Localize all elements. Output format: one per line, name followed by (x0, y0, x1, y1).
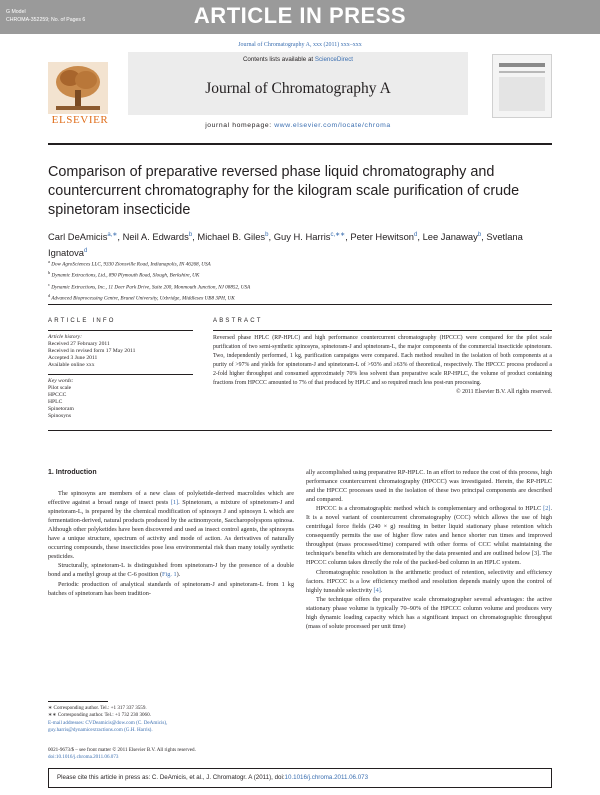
issn-doi-block (48, 747, 294, 762)
journal-title: Journal of Chromatography A (205, 80, 391, 97)
article-info-heading: ARTICLE INFO (48, 318, 116, 324)
footnote-rule (48, 701, 108, 702)
footnote: ∗∗ Corresponding author. Tel.: +1 732 230 3060. (48, 712, 151, 719)
history-item: Available online xxx (48, 362, 95, 368)
footnote: ∗ Corresponding author. Tel.: +1 317 337 3559. (48, 705, 147, 711)
header-rule (48, 143, 552, 145)
paragraph: Periodic production of analytical standards of spinetoram-J and spinetoram-L from 1 kg batches of spinetoram has been tradition- (48, 580, 294, 597)
history-item: Received 27 February 2011 (48, 341, 110, 347)
abstract-text: Reversed phase HPLC (RP-HPLC) and high performance countercurrent chromatography (HPCCC) were compared for the pilot scale purification of two semi-synthetic spinosyns, spinetoram-J and spinetoram-L, the major components of the commercial insecticide spinetoram. Two, independently performed, 1 kg, purification campaigns were compared. Each method resulted in the isolation of both components at a purity of >97% and yields for spinetoram-J and spinetoram-L of >93% and ≥63% of theoretical, respectively. The HPCCC process produced a 2-fold higher throughput and consumed approximately 70% less solvent than preparative scale RP-HPLC, the volume of product containing fractions from HPCCC amounted to 7% of that produced by HPLC and so required much less post-run processing. (213, 335, 552, 386)
keywords-label: Key words: (48, 378, 74, 384)
author-name: Lee Janaway (422, 231, 478, 243)
body-left-column (48, 468, 294, 598)
footnotes (48, 705, 294, 735)
footnote-email[interactable]: E-mail addresses: CVDeamicis@dow.com (C. DeAmicis), (48, 719, 168, 726)
journal-citation-line: Journal of Chromatography A, xxx (2011) xxx–xxx (238, 42, 362, 48)
banner-pages: No. of Pages 6 (51, 17, 86, 23)
journal-header (48, 52, 552, 129)
keyword: Spinosyns (48, 413, 72, 419)
reference-link[interactable]: [2] (543, 505, 551, 513)
affiliation: $^b$ Dynamic Extractions, Ltd., 890 Plymouth Road, Slough, Berkshire, UK (48, 270, 200, 280)
author-sup[interactable]: d (414, 232, 418, 238)
issn-line: 0021-9673/$ – see front matter © 2011 Elsevier B.V. All rights reserved. (48, 747, 196, 753)
sciencedirect-link[interactable]: ScienceDirect (314, 56, 354, 63)
history-label: Article history: (48, 334, 83, 340)
abstract-copyright: © 2011 Elsevier B.V. All rights reserved. (456, 389, 552, 395)
affiliation-list (48, 258, 552, 303)
paragraph: HPCCC is a chromatographic method which is complementary and orthogonal to HPLC [2]. It is a novel variant of countercurrent chromatography (CCC) which allows the use of high centrifugal force fields (240 × g) resulting in better liquid stationary phase retention which consequently permits the use of higher flow rates and hence shorter run times and improved throughput (mass processed/time) compared with other forms of CCC whilst maintaining the technique's benefits which are demonstrated by the data presented and are outlined below [3]. The HPCCC column takes directly the role of the packed-bed column in an HPLC system. (306, 505, 552, 567)
section-title: 1. Introduction (48, 469, 97, 476)
author-sup[interactable]: b (265, 232, 269, 238)
author-name: Carl DeAmicis (48, 231, 108, 243)
doi-link[interactable]: doi:10.1016/j.chroma.2011.06.073 (48, 754, 119, 761)
abstract-panel (213, 334, 552, 397)
author-name: Michael B. Giles (197, 231, 266, 243)
abstract-bottom-rule (48, 430, 552, 431)
author-name: Svetlana Ignatova (48, 231, 523, 259)
contents-prefix: Contents lists available at (242, 56, 314, 63)
cite-doi-link[interactable]: 10.1016/j.chroma.2011.06.073 (284, 774, 369, 781)
affiliation: $^c$ Dynamic Extractions, Inc., 11 Deer Park Drive, Suite 200, Monmouth Junction, NJ 08852, USA (48, 281, 251, 291)
paragraph: The spinosyns are members of a new class of polyketide-derived macrolides which are effective against a broad range of insect pests [1]. Spinetoram, a mixture of spinetoram-J and spinetoram-L, is prepared by the chemical modification of spinosyn J and spinosyn L which are fermentation-derived, natural products produced by the actinomycete, Saccharopolyspora spinosa. Although other polyketides have been discovered and used as insect control agents, the spinosyns have a unique structure, spectrum of activity and mode of action. As derivatives of naturally occurring compounds, these insecticides pose less environmental risk than many totally synthetic pesticides. (48, 490, 294, 561)
contents-line (128, 56, 468, 63)
author-sup[interactable]: d (83, 248, 88, 255)
info-separator (48, 374, 193, 375)
banner-code: CHROMA-352259; (6, 17, 50, 23)
abstract-heading: ABSTRACT (213, 318, 263, 324)
homepage-prefix: journal homepage: (205, 122, 272, 129)
keyword: HPCCC (48, 392, 67, 398)
footnote-email[interactable]: guy.harris@dynamicextractions.com (G.H. Harris). (48, 727, 153, 734)
author-name: Neil A. Edwards (122, 231, 189, 243)
author-sup[interactable]: a,∗ (107, 232, 118, 238)
elsevier-tree-logo-icon (48, 62, 108, 114)
journal-header-center (128, 52, 468, 115)
paragraph: Structurally, spinetoram-L is distinguished from spinetoram-J by the presence of a double bond and a methyl group at the C-6 position (Fig. 1). (48, 562, 294, 579)
author-name: Guy H. Harris (273, 231, 331, 243)
history-item: Accepted 3 June 2011 (48, 355, 98, 361)
author-sup[interactable]: c,∗∗ (330, 232, 346, 238)
article-info-panel (48, 334, 193, 420)
article-title: Comparison of preparative reversed phase liquid chromatography and countercurrent chromatography for the kilogram scale purification of crude spinetoram insecticide (48, 164, 520, 218)
reference-link[interactable]: [4] (373, 586, 381, 594)
publisher-name: ELSEVIER (51, 114, 109, 126)
affiliation: $^d$ Advanced Bioprocessing Centre, Brunel University, Uxbridge, Middlesex UB8 3PH, UK (48, 292, 235, 302)
affiliation: $^a$ Dow AgroSciences LLC, 9330 Zionsville Road, Indianapolis, IN 46268, USA (48, 259, 211, 268)
keyword: Spinetoram (48, 406, 74, 412)
cite-this-article-box (48, 768, 552, 788)
keyword: HPLC (48, 399, 63, 405)
figure-link[interactable]: Fig. 1 (162, 571, 177, 579)
author-list: Carl DeAmicis$^{a,∗}$, Neil A. Edwards$^b$, Michael B. Giles$^b$, Guy H. Harris$^{c,∗∗}$, Peter Hewitson$^d$, Lee Janaway$^b$, Svetlana Ignatova$^d$ (48, 231, 523, 259)
author-sup[interactable]: b (477, 232, 482, 238)
body-right-column (306, 468, 552, 631)
homepage-link[interactable]: www.elsevier.com/locate/chroma (274, 122, 391, 129)
article-in-press-banner (0, 0, 600, 34)
banner-model: G Model (6, 9, 26, 15)
paragraph: The technique offers the preparative scale chromatographer several advantages: the active stationary phase volume is typically 70–90% of the HPCCC column volume and produces very high dynamic loading capacity which has a significant impact on chromatographic throughput (mass of solute processed per unit time) (306, 595, 552, 630)
cite-text: Please cite this article in press as: C. DeAmicis, et al., J. Chromatogr. A (2011), doi: (57, 774, 285, 781)
paragraph: Chromatographic resolution is the arithmetic product of retention, selectivity and efficiency factors. HPCCC is a low efficiency method and resolution depends mainly upon the control of highly tuneable selectivity [4]. (306, 568, 552, 594)
banner-status: ARTICLE IN PRESS (193, 3, 407, 28)
journal-cover-thumbnail (492, 54, 552, 118)
keyword: Pilot scale (48, 385, 72, 391)
journal-homepage-line (128, 122, 468, 129)
author-sup[interactable]: b (188, 232, 193, 238)
paragraph: ally accomplished using preparative RP-HPLC. In an effort to reduce the cost of this process, high performance countercurrent chromatography (HPCCC) was investigated. Herein, the RP-HPLC and the HPCCC processes used in the isolation of these two principal components are described and compared. (306, 469, 552, 504)
article-info-rule (48, 330, 193, 331)
affiliation-rule (48, 304, 552, 305)
author-name: Peter Hewitson (350, 231, 414, 243)
history-item: Received in revised form 17 May 2011 (48, 348, 136, 354)
abstract-rule (213, 330, 552, 331)
reference-link[interactable]: [1] (170, 499, 179, 507)
